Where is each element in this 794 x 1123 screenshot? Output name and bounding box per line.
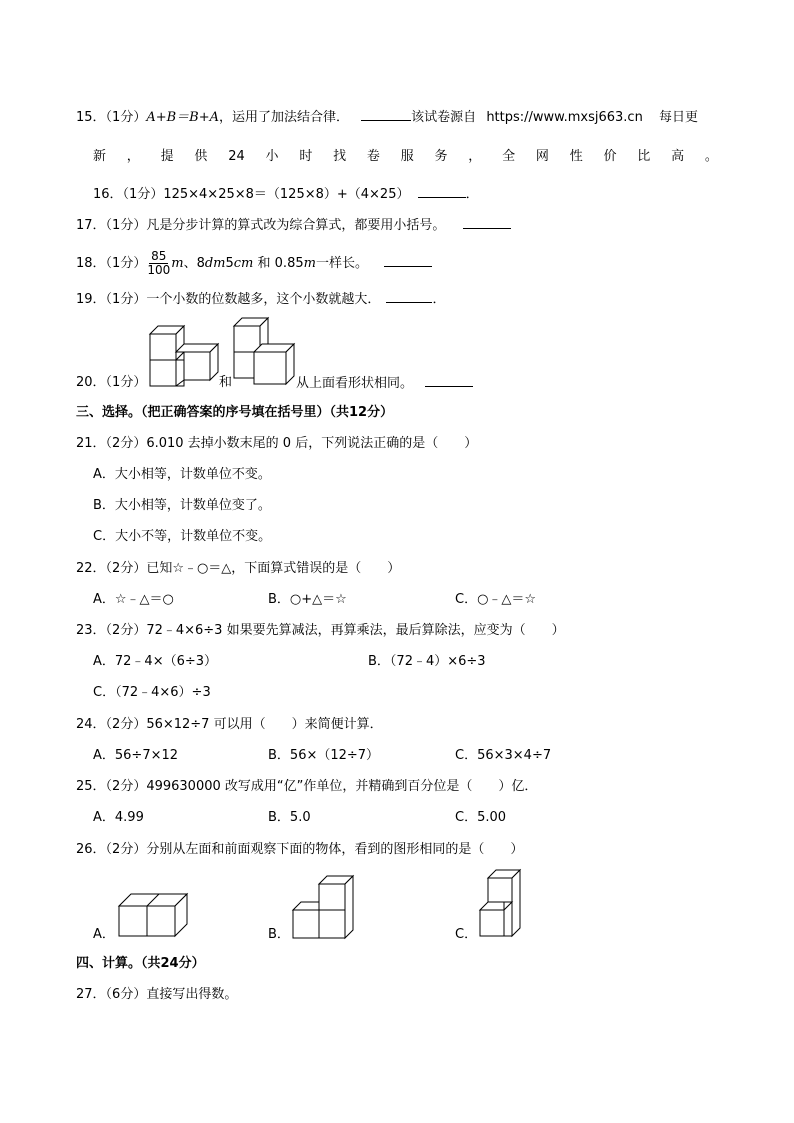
question-15-line2 (93, 148, 718, 166)
unit-m: m (303, 256, 316, 271)
cube-figure-right (232, 316, 296, 388)
q19-text: 一个小数的位数越多，这个小数就越大． (146, 292, 381, 307)
q24-option-b[interactable]: B．56×（12÷7） (268, 748, 380, 763)
q25-option-b[interactable]: B．5.0 (268, 810, 311, 825)
q15-char: 。 (704, 149, 718, 164)
q15-char: ， (126, 149, 140, 164)
question-26-stem: 26．（2分）分别从左面和前面观察下面的物体，看到的图形相同的是（ ） (76, 842, 524, 857)
section-four-title: 四、计算。（共24分） (76, 956, 205, 971)
fraction (147, 250, 170, 277)
q26-option-c[interactable]: C． (455, 927, 478, 942)
q15-char: 服 (400, 149, 414, 164)
question-20 (76, 374, 146, 392)
q20-and: 和 (219, 375, 233, 390)
q24-option-c[interactable]: C．56×3×4÷7 (455, 748, 552, 763)
q15-char: 卷 (366, 149, 380, 164)
q15-char: 新 (93, 149, 107, 164)
question-22-stem: 22．（2分）已知☆﹣○＝△，下面算式错误的是（ ） (76, 561, 401, 576)
question-15 (76, 108, 698, 127)
q15-char: 务 (434, 149, 448, 164)
q15-char: 找 (333, 149, 347, 164)
question-17 (76, 216, 511, 235)
q15-char: 价 (603, 149, 617, 164)
unit-dm: dm (204, 256, 226, 271)
q15-expression: A+B＝B+A (146, 110, 219, 125)
q17-text: 凡是分步计算的算式改为综合算式，都要用小括号。 (146, 218, 446, 233)
question-19 (76, 290, 446, 309)
fraction-denominator: 100 (147, 263, 171, 277)
fraction-numerator: 85 (151, 249, 167, 263)
q16-text: 125×4×25×8＝（125×8）+（4×25） (163, 187, 410, 202)
q15-char: 网 (535, 149, 549, 164)
answer-blank[interactable] (386, 290, 432, 303)
q18-end: 一样长。 (315, 256, 368, 271)
q18-mid: 和 0.85 (257, 256, 304, 271)
q15-char: 性 (569, 149, 583, 164)
question-16 (93, 185, 479, 204)
q22-option-c[interactable]: C．○﹣△＝☆ (455, 592, 537, 607)
q22-option-a[interactable]: A．☆﹣△＝○ (93, 592, 174, 607)
q25-option-c[interactable]: C．5.00 (455, 810, 507, 825)
answer-blank[interactable] (384, 254, 432, 267)
q15-char: 高 (671, 149, 685, 164)
answer-blank[interactable] (463, 216, 511, 229)
q19-number: 19．（1分） (76, 292, 147, 307)
q15-char: 全 (502, 149, 516, 164)
q20-text: 从上面看形状相同。 (296, 376, 414, 391)
answer-blank[interactable] (425, 374, 473, 387)
q15-char: 供 (194, 149, 208, 164)
q26-figure-c (478, 868, 524, 940)
q26-figure-b (291, 874, 357, 940)
q18-sep: 、8 (183, 256, 205, 271)
q20-number: 20．（1分） (76, 375, 147, 390)
q23-option-a[interactable]: A．72﹣4×（6÷3） (93, 654, 218, 669)
q15-char: 提 (160, 149, 174, 164)
question-27-stem: 27．（6分）直接写出得数。 (76, 987, 238, 1002)
q16-end: ． (465, 187, 479, 202)
q26-figure-a (117, 892, 189, 938)
unit-cm: cm (233, 256, 254, 271)
q21-option-b[interactable]: B．大小相等，计数单位变了。 (93, 498, 271, 513)
q22-option-b[interactable]: B．○+△＝☆ (268, 592, 347, 607)
q18-number: 18．（1分） (76, 256, 147, 271)
q15-tail: 每日更 (658, 110, 698, 125)
q15-number: 15．（1分） (76, 110, 147, 125)
q26-option-a[interactable]: A． (93, 927, 115, 942)
q23-option-c[interactable]: C．（72﹣4×6）÷3 (93, 685, 211, 700)
q26-option-b[interactable]: B． (268, 927, 290, 942)
question-18 (76, 250, 432, 277)
q15-char: ， (468, 149, 482, 164)
q15-char: 时 (299, 149, 313, 164)
answer-blank[interactable] (361, 108, 411, 121)
question-24-stem: 24．（2分）56×12÷7 可以用（ ）来简便计算． (76, 717, 383, 732)
q15-char: 24 (228, 149, 245, 164)
q23-option-b[interactable]: B．（72﹣4）×6÷3 (368, 654, 486, 669)
q15-text: ，运用了加法结合律． (219, 110, 350, 125)
cube-figure-left (148, 324, 220, 388)
section-three-title: 三、选择。（把正确答案的序号填在括号里）（共12分） (76, 405, 394, 420)
question-23-stem: 23．（2分）72﹣4×6÷3 如果要先算减法，再算乘法，最后算除法，应变为（ ） (76, 623, 565, 638)
q15-source-prefix: 该试卷源自 (411, 110, 477, 125)
question-21-stem: 21．（2分）6.010 去掉小数末尾的 0 后，下列说法正确的是（ ） (76, 436, 478, 451)
answer-blank[interactable] (418, 185, 466, 198)
q24-option-a[interactable]: A．56÷7×12 (93, 748, 179, 763)
q19-end: ． (432, 292, 446, 307)
question-20-text (296, 374, 473, 393)
q15-url: https://www.mxsj663.cn (486, 110, 643, 125)
q15-char: 小 (265, 149, 279, 164)
q17-number: 17．（1分） (76, 218, 147, 233)
q15-char: 比 (637, 149, 651, 164)
q21-option-c[interactable]: C．大小不等，计数单位不变。 (93, 529, 272, 544)
q21-option-a[interactable]: A．大小相等，计数单位不变。 (93, 467, 271, 482)
q16-number: 16．（1分） (93, 187, 164, 202)
q18-five: 5 (225, 256, 234, 271)
q25-option-a[interactable]: A．4.99 (93, 810, 144, 825)
question-25-stem: 25．（2分）499630000 改写成用“亿”作单位，并精确到百分位是（ ）亿． (76, 779, 538, 794)
unit-m: m (171, 256, 184, 271)
